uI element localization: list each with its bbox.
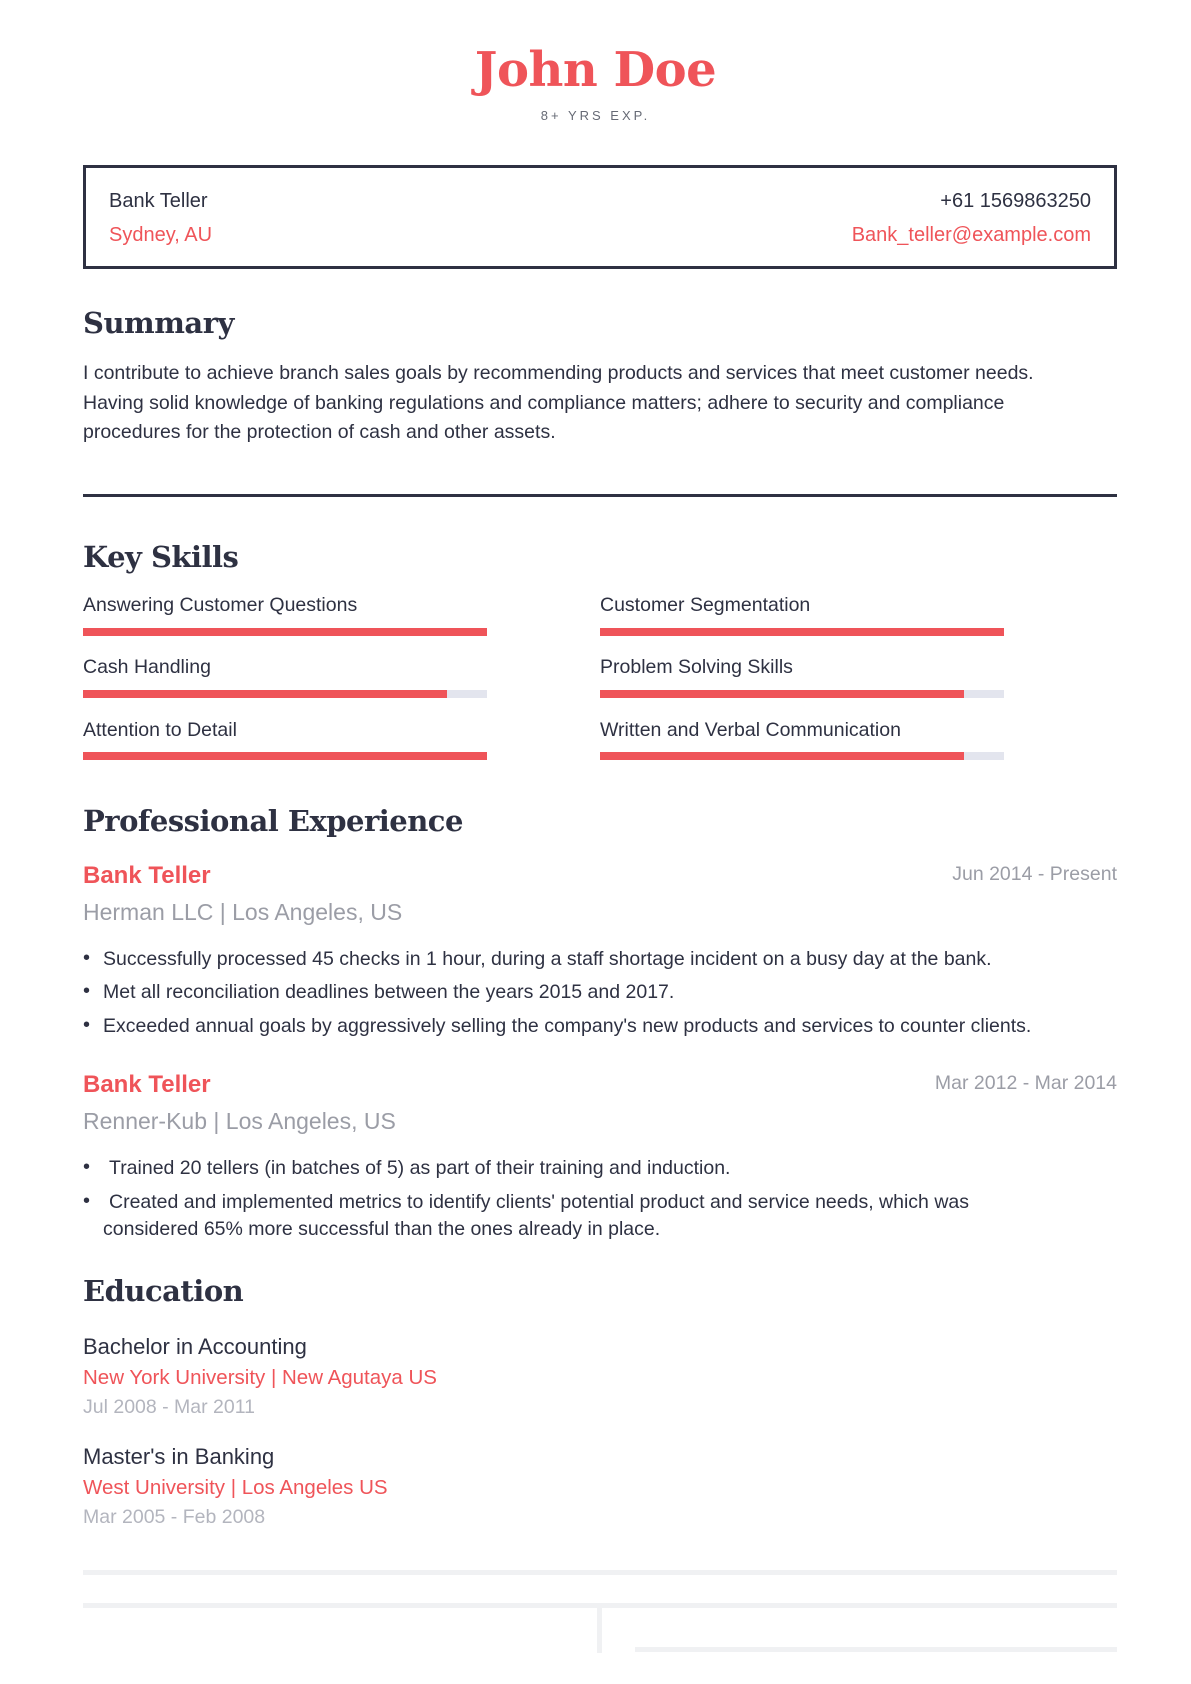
skill-level-bar — [83, 628, 487, 636]
location: Sydney, AU — [109, 224, 213, 246]
experience-heading: Professional Experience — [83, 804, 463, 838]
bullet-dot: • — [83, 1156, 91, 1178]
email-link[interactable]: Bank_teller@example.com — [851, 224, 1091, 246]
job-dates: Jun 2014 - Present — [952, 863, 1117, 885]
skills-heading: Key Skills — [83, 540, 239, 574]
education-heading: Education — [83, 1274, 244, 1308]
skill-label: Answering Customer Questions — [83, 594, 358, 616]
skill-label: Problem Solving Skills — [600, 656, 793, 678]
bullet-dot: • — [83, 947, 91, 969]
bullet-dot: • — [83, 1014, 91, 1036]
job-bullet: considered 65% more successful than the ones already in place. — [103, 1218, 661, 1240]
skill-label: Customer Segmentation — [600, 594, 811, 616]
summary-heading: Summary — [83, 306, 234, 340]
job-bullet: Trained 20 tellers (in batches of 5) as part of their training and induction. — [109, 1157, 731, 1179]
skill-level-bar — [83, 690, 487, 698]
skill-level-bar — [83, 752, 487, 760]
candidate-name: John Doe — [474, 42, 717, 98]
summary-line: Having solid knowledge of banking regulations and compliance matters; adhere to security and compliance — [83, 392, 1005, 414]
bullet-dot: • — [83, 980, 91, 1002]
job-dates: Mar 2012 - Mar 2014 — [934, 1072, 1117, 1094]
experience-years: 8+ YRS EXP. — [540, 108, 651, 123]
skill-level-bar — [600, 628, 1004, 636]
skill-level-fill — [83, 628, 487, 636]
degree: Master's in Banking — [83, 1444, 275, 1469]
job-bullet: Met all reconciliation deadlines between the years 2015 and 2017. — [103, 981, 675, 1003]
skill-label: Written and Verbal Communication — [600, 719, 901, 741]
skill-level-fill — [600, 628, 1004, 636]
job-company: Herman LLC | Los Angeles, US — [83, 899, 403, 925]
skill-label: Cash Handling — [83, 656, 211, 678]
skill-level-fill — [83, 690, 447, 698]
placeholder-bar — [83, 1570, 1117, 1575]
school: New York University | New Agutaya US — [83, 1366, 437, 1389]
job-title: Bank Teller — [83, 862, 211, 889]
job-title: Bank Teller — [109, 190, 208, 212]
contact-box — [83, 165, 1117, 269]
skill-level-fill — [83, 752, 487, 760]
education-dates: Jul 2008 - Mar 2011 — [83, 1396, 255, 1418]
skill-level-bar — [600, 690, 1004, 698]
section-divider — [83, 494, 1117, 497]
job-bullet: Created and implemented metrics to identify clients' potential product and service needs, which was — [109, 1191, 969, 1213]
job-bullet: Exceeded annual goals by aggressively selling the company's new products and services to counter clients. — [103, 1015, 1032, 1037]
job-title: Bank Teller — [83, 1071, 211, 1098]
degree: Bachelor in Accounting — [83, 1334, 307, 1359]
summary-line: I contribute to achieve branch sales goals by recommending products and services that meet customer needs. — [83, 362, 1034, 384]
job-company: Renner-Kub | Los Angeles, US — [83, 1108, 396, 1134]
placeholder-bar — [635, 1647, 1117, 1652]
bullet-dot: • — [83, 1190, 91, 1212]
summary-line: procedures for the protection of cash and other assets. — [83, 421, 556, 443]
phone: +61 1569863250 — [940, 190, 1091, 212]
school: West University | Los Angeles US — [83, 1476, 388, 1499]
skill-level-fill — [600, 690, 964, 698]
skill-label: Attention to Detail — [83, 719, 237, 741]
skill-level-fill — [600, 752, 964, 760]
education-dates: Mar 2005 - Feb 2008 — [83, 1506, 266, 1528]
skill-level-bar — [600, 752, 1004, 760]
placeholder-divider — [597, 1603, 602, 1653]
job-bullet: Successfully processed 45 checks in 1 hour, during a staff shortage incident on a busy day at the bank. — [103, 948, 992, 970]
